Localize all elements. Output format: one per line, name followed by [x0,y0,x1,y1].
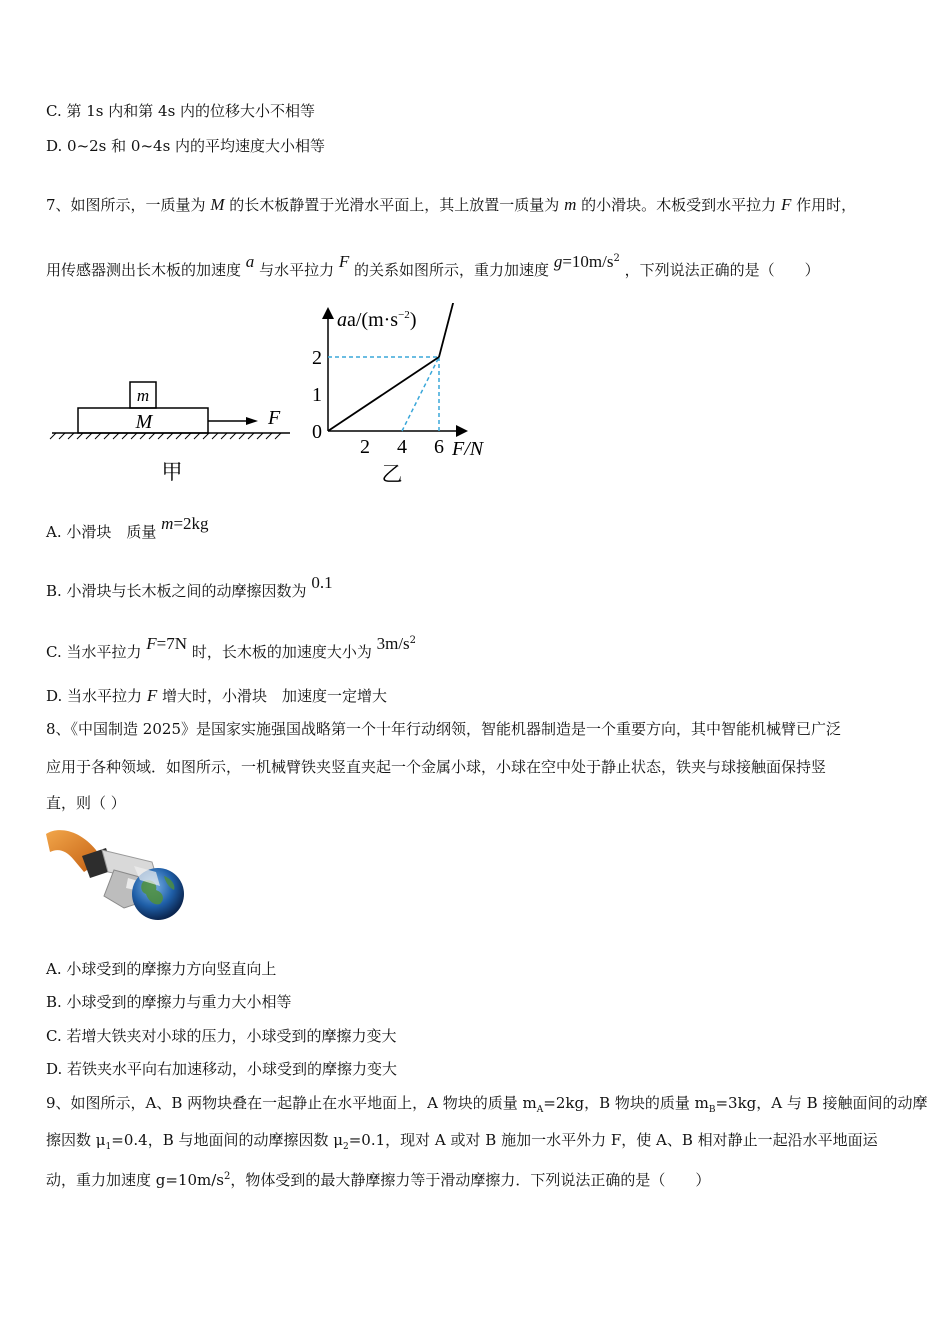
option-text: C. 当水平拉力 [46,643,142,661]
q6-option-c: C. 第 1s 内和第 4s 内的位移大小不相等 [46,102,316,120]
option-text: 时，长木板的加速度大小为 [191,643,372,661]
y-axis-label: $aa/(m\cdot s^{-2})$ [337,309,417,331]
q9-text: =0.4，B 与地面间的动摩擦因数 μ [111,1131,343,1149]
q8-stem-line1: 8、《中国制造 2025》是国家实施强国战略第一个十年行动纲领，智能机器制造是一个重要方向，其中智能机械臂已广泛 [46,720,841,738]
force-label: F [268,407,281,429]
ground-hatch [275,433,281,439]
var-m: m [161,514,174,533]
ground-hatch [95,433,101,439]
y-tick-label-0: 0 [312,421,322,443]
q8-stem-line3: 直，则（ ） [46,794,126,812]
robot-arm-image [44,826,189,926]
ground-hatch [239,433,245,439]
q9-text: =0.1，现对 A 或对 B 施加一水平外力 F，使 A、B 相对静止一起沿水平地面运 [348,1131,878,1149]
ground-hatch [266,433,272,439]
block-m-label: m [136,386,150,405]
q8-stem-line2: 应用于各种领域．如图所示，一机械臂铁夹竖直夹起一个金属小球，小球在空中处于静止状态，铁夹与球接触面保持竖 [46,758,827,776]
force-arrowhead [246,417,258,425]
figure-yi-caption: 乙 [381,462,403,486]
q7-option-c [46,634,417,663]
ground-hatch [230,433,236,439]
ground-hatch [158,433,164,439]
figure-jia-caption: 甲 [161,460,183,484]
ground-hatch [113,433,119,439]
y-tick-label-1: 1 [312,384,322,406]
guide-line-2 [402,357,439,431]
q9-sub-1: 1 [105,1142,112,1152]
q7-var-m: m [564,195,577,214]
ground-hatch [176,433,182,439]
ground-hatch [50,433,56,439]
q9-sub-2: 2 [343,1142,349,1152]
q7-g-exponent: 2 [613,253,620,264]
q7-text: 与水平拉力 [259,261,335,279]
x-axis-label: F/N [452,438,484,460]
force-value: =7N [156,634,188,653]
q8-option-d: D. 若铁夹水平向右加速移动，小球受到的摩擦力变大 [46,1060,398,1078]
accel-exponent: 2 [409,635,417,646]
q9-exponent: 2 [224,1171,231,1182]
q8-option-b: B. 小球受到的摩擦力与重力大小相等 [46,993,292,1011]
q9-text: ，物体受到的最大静摩擦力等于滑动摩擦力．下列说法正确的是（ ） [230,1171,711,1189]
q9-text: 擦因数 μ [46,1131,106,1149]
q9-text: 动，重力加速度 g=10m/s [46,1171,225,1189]
q6-option-d: D. 0~2s 和 0~4s 内的平均速度大小相等 [46,137,326,155]
q7-text: 用传感器测出长木板的加速度 [46,261,242,279]
q9-sub-A: A [536,1105,544,1115]
ground-hatch [149,433,155,439]
q9-stem-line1 [46,1092,927,1121]
q7-figure-yi [300,303,510,493]
q7-figure-jia [48,378,298,488]
ground-hatch [203,433,209,439]
q7-text: 7、如图所示，一质量为 [46,196,206,214]
var-F: F [146,634,157,653]
ground-hatch [248,433,254,439]
q7-text: 的长木板静置于光滑水平面上，其上放置一质量为 [229,196,560,214]
x-tick-label-4: 4 [397,436,407,458]
q7-text: 的小滑块。木板受到水平拉力 [581,196,777,214]
q7-text: ，下列说法正确的是（ ） [624,261,820,279]
y-tick-label-2: 2 [312,347,322,369]
q9-sub-B: B [708,1105,716,1115]
q7-g-value: =10m/s [562,252,614,271]
ground-hatch [194,433,200,439]
q8-option-c: C. 若增大铁夹对小球的压力，小球受到的摩擦力变大 [46,1027,397,1045]
var-F: F [146,686,158,705]
q7-var-a: a [245,252,255,271]
series-line-1 [439,303,461,357]
option-text: B. 小滑块与长木板之间的动摩擦因数为 [46,582,307,600]
q9-text: 9、如图所示，A、B 两物块叠在一起静止在水平地面上，A 物块的质量 m [46,1094,537,1112]
ground-hatch [77,433,83,439]
option-text: D. 当水平拉力 [46,687,143,705]
ground-hatch [257,433,263,439]
q7-text: 作用时， [796,196,857,214]
ground-hatch [68,433,74,439]
ground-hatch [104,433,110,439]
ground-hatch [185,433,191,439]
q7-text: 的关系如图所示，重力加速度 [354,261,550,279]
x-tick-label-2: 2 [360,436,370,458]
option-text: A. 小滑块 质量 [46,523,157,541]
ground-hatch [221,433,227,439]
friction-value: 0.1 [311,573,333,592]
q9-stem-line2 [46,1129,878,1158]
q8-option-a: A. 小球受到的摩擦力方向竖直向上 [46,960,277,978]
q7-var-F: F [338,252,350,271]
q9-text: =3kg，A 与 B 接触面间的动摩 [715,1094,928,1112]
board-M-label: M [135,411,153,433]
q7-var-g: g [553,252,563,271]
x-tick-label-6: 6 [434,436,444,458]
q7-stem-line1 [46,194,856,216]
series-line-0 [328,357,439,431]
q7-stem-line2 [46,252,820,281]
q9-stem-line3 [46,1166,710,1191]
ground-hatch [59,433,65,439]
mass-value: =2kg [173,514,209,533]
ground-hatch [122,433,128,439]
ground-hatch [131,433,137,439]
ground-hatch [167,433,173,439]
q7-option-d [46,685,387,707]
q7-var-F: F [780,195,792,214]
q9-text: =2kg，B 物块的质量 m [543,1094,709,1112]
option-text: 增大时，小滑块 加速度一定增大 [161,687,387,705]
accel-value: 3m/s [376,634,410,653]
ground-hatch [86,433,92,439]
q7-var-M: M [210,195,225,214]
q7-option-b [46,573,333,602]
q7-option-a [46,514,209,543]
ground-hatch [140,433,146,439]
ground-hatch [212,433,218,439]
